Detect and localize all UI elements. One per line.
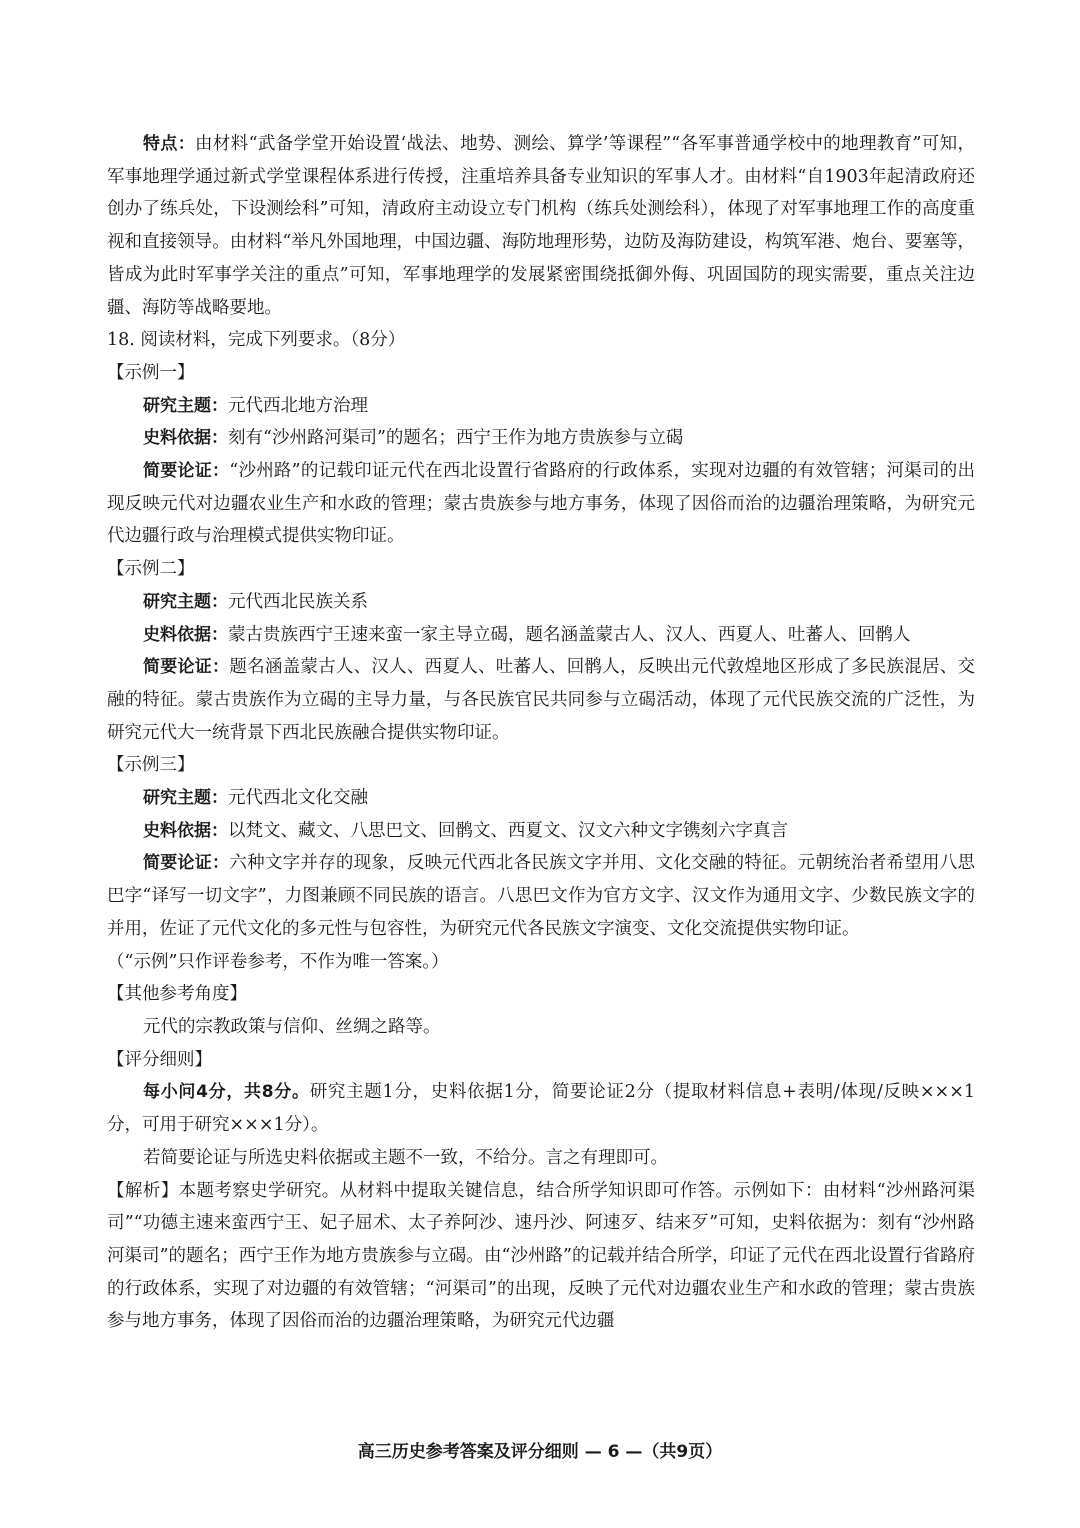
q17-features xyxy=(107,128,975,324)
q18-heading: 18. 阅读材料，完成下列要求。（8分） xyxy=(107,330,406,351)
example-3-title: 【示例三】 xyxy=(107,755,195,776)
examples-note: （“示例”只作评卷参考，不作为唯一答案。） xyxy=(107,951,449,972)
scoring-rule-2: 若简要论证与所选史料依据或主题不一致，不给分。言之有理即可。 xyxy=(143,1147,668,1168)
example-1-title: 【示例一】 xyxy=(107,362,195,383)
other-angles-title: 【其他参考角度】 xyxy=(107,984,247,1005)
example-3-topic: 研究主题：元代西北文化交融 xyxy=(143,788,368,809)
analysis xyxy=(107,1175,975,1339)
q17-text: 由材料“武备学堂开始设置‘战法、地势、测绘、算学’等课程”“各军事普通学校中的地理教育”可知，军事地理学通过新式学堂课程体系进行传授，注重培养具备专业知识的军事人才。由材料“自1903年起清政府还创办了练兵处，下设测绘科”可知，清政府主动设立专门机构（练兵处测绘科），体现了对军事地理工作的高度重视和直接领导。由材料“举凡外国地理，中国边疆、海防地理形势，边防及海防建设，构筑军港、炮台、要塞等，皆成为此时军事学关注的重点”可知，军事地理学的发展紧密围绕抵御外侮、巩固国防的现实需要，重点关注边疆、海防等战略要地。 xyxy=(107,134,975,318)
example-3-argument: 简要论证：六种文字并存的现象，反映元代西北各民族文字并用、文化交融的特征。元朝统治者希望用八思巴字“译写一切文字”，力图兼顾不同民族的语言。八思巴文作为官方文字、汉文作为通用文字、少数民族文字的并用，佐证了元代文化的多元性与包容性，为研究元代各民族文字演变、文化交流提供实物印证。 xyxy=(107,853,976,939)
scoring-title: 【评分细则】 xyxy=(107,1049,212,1070)
example-2-basis: 史料依据：蒙古贵族西宁王速来蛮一家主导立碣，题名涵盖蒙古人、汉人、西夏人、吐蕃人、回鹘人 xyxy=(143,624,911,645)
scoring-rule: 每小问4分，共8分。研究主题1分，史料依据1分，简要论证2分（提取材料信息+表明/体现/反映×××1分，可用于研究×××1分）。 xyxy=(107,1082,975,1136)
example-2-topic: 研究主题：元代西北民族关系 xyxy=(143,591,368,612)
example-3-basis: 史料依据：以梵文、藏文、八思巴文、回鹘文、西夏文、汉文六种文字镌刻六字真言 xyxy=(143,820,788,841)
example-1-argument: 简要论证：“沙州路”的记载印证元代在西北设置行省路府的行政体系，实现对边疆的有效管辖；河渠司的出现反映元代对边疆农业生产和水政的管理；蒙古贵族参与地方事务，体现了因俗而治的边疆治理策略，为研究元代边疆行政与治理模式提供实物印证。 xyxy=(107,461,976,547)
other-angles-text: 元代的宗教政策与信仰、丝绸之路等。 xyxy=(143,1016,441,1037)
example-2-argument: 简要论证：题名涵盖蒙古人、汉人、西夏人、吐蕃人、回鹘人，反映出元代敦煌地区形成了多民族混居、交融的特征。蒙古贵族作为立碣的主导力量，与各民族官民共同参与立碣活动，体现了元代民族交流的广泛性，为研究元代大一统背景下西北民族融合提供实物印证。 xyxy=(107,657,976,743)
page-footer: 高三历史参考答案及评分细则 — 6 —（共9页） xyxy=(357,1442,723,1462)
analysis-label: 【解析】 xyxy=(107,1180,179,1201)
q17-label: 特点： xyxy=(143,134,196,154)
example-2-title: 【示例二】 xyxy=(107,559,195,580)
example-1-topic: 研究主题：元代西北地方治理 xyxy=(143,395,368,416)
answer-page xyxy=(107,128,975,1338)
example-1-basis: 史料依据：刻有“沙州路河渠司”的题名；西宁王作为地方贵族参与立碣 xyxy=(143,428,684,449)
analysis-text: 本题考察史学研究。从材料中提取关键信息，结合所学知识即可作答。示例如下：由材料“沙州路河渠司”“功德主速来蛮西宁王、妃子屈术、太子养阿沙、速丹沙、阿速歹、结来歹”可知，史料依据为：刻有“沙州路河渠司”的题名；西宁王作为地方贵族参与立碣。由“沙州路”的记载并结合所学，印证了元代在西北设置行省路府的行政体系，实现了对边疆的有效管辖；“河渠司”的出现，反映了元代对边疆农业生产和水政的管理；蒙古贵族参与地方事务，体现了因俗而治的边疆治理策略，为研究元代边疆 xyxy=(107,1180,975,1332)
